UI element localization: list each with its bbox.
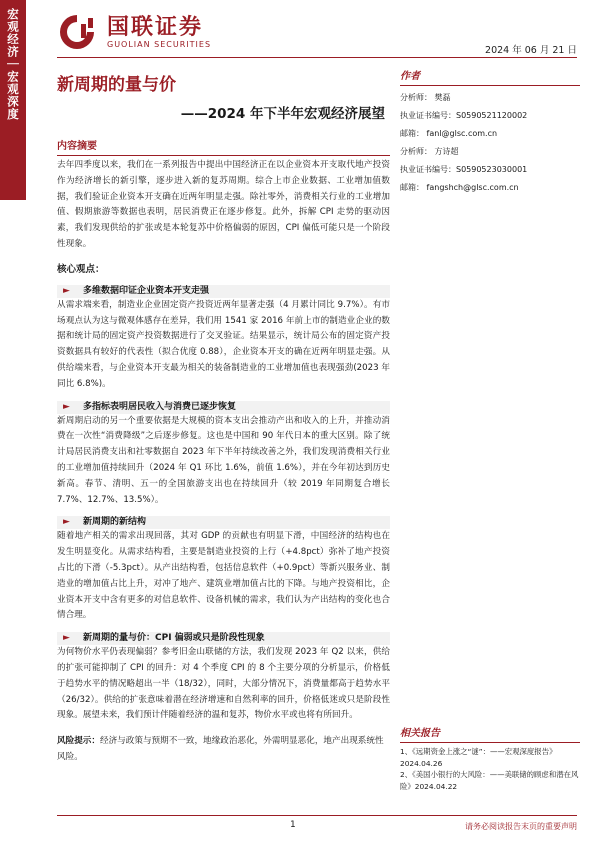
risk-warning <box>57 734 390 766</box>
main-content <box>57 140 390 766</box>
author-line: 执业证书编号：S0590521120002 <box>400 111 528 120</box>
point-heading: ► 新周期的新结构 <box>57 516 390 529</box>
author-panel <box>400 70 580 197</box>
core-views-heading: 核心观点： <box>57 263 105 275</box>
summary-text: 去年四季度以来，我们在一系列报告中提出中国经济正在以企业资本开支取代地产投资作为经济增长的新引擎，逐步进入新的复苏周期。综合上市企业数据、工业增加值数据，我们验证企业资本开支确在近两年明显走强。除社零外，消费相关行业的工业增加值、假期旅游等数据也表明，居民消费正在逐步修复。此外，拆解 CPI 走势的驱动因素，我们发现供给的扩张或是本轮复苏中价格偏弱的原因，CPI 偏低可能只是一个阶段性现象。 <box>57 160 390 249</box>
author-line: 分析师： 方诗超 <box>400 147 459 156</box>
risk-label: 风险提示： <box>57 736 100 747</box>
logo-name-cn: 国联证券 <box>107 14 204 40</box>
related-report-link[interactable]: 2、《美国小银行的大风险：——美联储的顾虑和潜在风险》2024.04.22 <box>400 770 579 791</box>
point-text: 为何物价水平仍表现偏弱？参考旧金山联储的方法，我们发现 2023 年 Q2 以来，供给的扩张可能抑制了 CPI 的回升：对 4 个季度 CPI 的 8 个主要分项的分析显示，价格低于趋势水平的情况略超出一半（18/32），同时，大部分情况下，消费量都高于趋势水平（26/32）。供给的扩张意味着潜在经济增速和自然利率的回升，价格低迷或只是阶段性现象。展望未来，我们预计伴随着经济的温和复苏，物价水平或也将有所回升。 <box>57 647 390 721</box>
author-line: 分析师： 樊磊 <box>400 93 451 102</box>
summary-heading: 内容摘要 <box>57 141 97 152</box>
report-subtitle: ——2024 年下半年宏观经济展望 <box>180 106 385 122</box>
point-text: 新周期启动的另一个重要依据是大规模的资本支出会推动产出和收入的上升，并推动消费在一次性“消费降级”之后逐步修复。这也是中国和 90 年代日本的重大区别。除了统计局居民消费支出和社零数据自 2023 年下半年持续改善之外，我们发现消费相关行业的工业增加值持续回升（2024 年 Q1 环比 1.6%，前值 1.6%），并在今年初达到历史新高。春节、清明、五一的全国旅游支出也在持续回升（较 2019 年同期复合增长 7.7%、12.7%、13.5%）。 <box>57 415 390 505</box>
related-reports-panel <box>400 727 580 792</box>
page-number: 1 <box>290 820 296 830</box>
related-report-link[interactable]: 1、《远期资金上涨之“谜”：——宏观深度报告》2024.04.26 <box>400 747 557 768</box>
related-divider <box>400 742 580 743</box>
arrow-icon: ► <box>63 401 70 412</box>
point-heading: ► 新周期的量与价：CPI 偏弱或只是阶段性现象 <box>57 632 390 645</box>
footer-divider <box>57 815 577 816</box>
guolian-logo-icon <box>57 12 101 52</box>
company-logo <box>57 12 211 52</box>
author-email[interactable]: 邮箱： fanl@glsc.com.cn <box>400 129 498 138</box>
author-divider <box>400 85 580 86</box>
author-line: 执业证书编号：S0590523030001 <box>400 165 528 174</box>
risk-text: 经济与政策与预期不一致，地缘政治恶化，外需明显恶化，地产出现系统性风险。 <box>57 736 384 762</box>
point-text: 从需求端来看，制造业企业固定资产投资近两年显著走强（4 月累计同比 9.7%）。有市场观点认为这与微观体感存在差异，我们用 1541 家 2016 年前上市的制造业企业的数据和统计局的固定资产投资数据进行了交叉验证。结果显示，统计局公布的固定资产投资数据具有较好的代表性（拟合优度 0.88），企业资本开支的确在近两年明显走强。从供给端来看，与企业资本开支最为相关的装备制造业的工业增加值也表现强劲(2023 年同比 6.8%)。 <box>57 299 390 389</box>
sidebar-category-label: 宏观经济｜宏观深度 <box>6 8 20 121</box>
summary-divider <box>57 155 390 156</box>
related-heading: 相关报告 <box>400 728 440 739</box>
author-email[interactable]: 邮箱： fangshch@glsc.com.cn <box>400 183 519 192</box>
arrow-icon: ► <box>63 633 70 644</box>
point-heading: ► 多指标表明居民收入与消费已逐步恢复 <box>57 401 390 414</box>
report-title: 新周期的量与价 <box>57 75 176 95</box>
sidebar-category-band <box>0 0 26 200</box>
logo-name-en: GUOLIAN SECURITIES <box>107 39 212 49</box>
point-text: 随着地产相关的需求出现回落，其对 GDP 的贡献也有明显下滑，中国经济的结构也在发生明显变化。从需求结构看，主要是制造业投资的上行（+4.8pct）弥补了地产投资占比的下滑（-5.3pct）。从产出结构看，包括信息软件（+0.9pct）等新兴服务业、制造业的增加值占比上升，对冲了地产、建筑业增加值占比的下降。与地产投资相比，企业资本开支中含有更多的对信息软件、设备机械的需求，我们认为产出结构的变化也合情合理。 <box>57 531 390 621</box>
footer-disclaimer: 请务必阅读报告末页的重要声明 <box>465 822 577 831</box>
header-divider <box>57 57 577 58</box>
report-date: 2024 年 06 月 21 日 <box>485 45 577 56</box>
arrow-icon: ► <box>63 285 70 296</box>
arrow-icon: ► <box>63 517 70 528</box>
author-heading: 作者 <box>400 71 420 82</box>
point-heading: ► 多维数据印证企业资本开支走强 <box>57 285 390 298</box>
